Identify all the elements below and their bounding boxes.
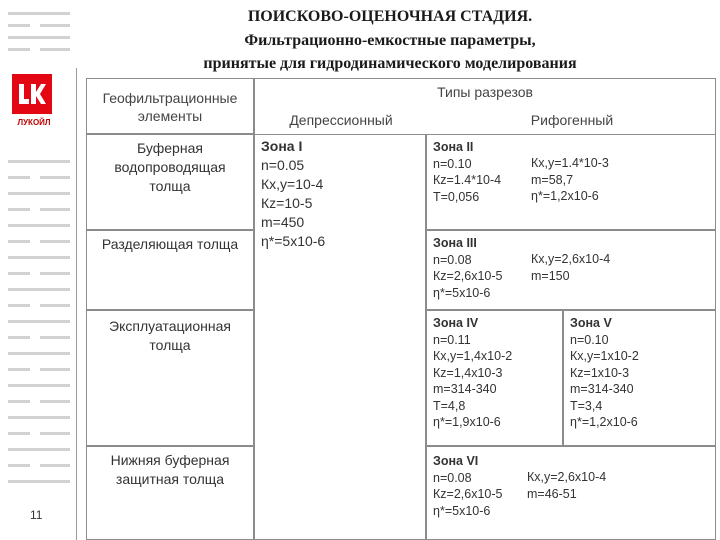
zone-6-kz: Кz=2,6x10-5 (433, 487, 503, 501)
zone-1-kxy: Кx,y=10-4 (261, 176, 324, 192)
row-exploitation-label (86, 310, 254, 446)
zone-6-kxy: Кx,y=2,6x10-4 (527, 470, 607, 484)
zone-1-eta: η*=5x10-6 (261, 233, 326, 249)
zone-2-eta: η*=1,2x10-6 (531, 189, 599, 203)
header-types-label: Типы разрезов (437, 84, 533, 100)
lukoil-logo (12, 74, 52, 114)
zone-3-kz: Кz=2,6x10-5 (433, 269, 503, 283)
zone-2-m: m=58,7 (531, 172, 574, 187)
zone-6-m: m=46-51 (527, 486, 577, 501)
zone-1-n: n=0.05 (261, 157, 305, 173)
zone-5-kz: Кz=1x10-3 (570, 365, 630, 380)
zone-4-t: T=4,8 (433, 398, 466, 413)
zone-1-name: Зона I (261, 138, 303, 154)
zone-5-name: Зона V (570, 316, 612, 330)
zone-3-m: m=150 (531, 268, 570, 283)
zone-2-name: Зона II (433, 140, 474, 154)
zone-5-t: T=3,4 (570, 398, 603, 413)
zone-2-n: n=0.10 (433, 156, 472, 171)
zone-3-name: Зона III (433, 236, 477, 250)
zone-1-cell (254, 134, 426, 540)
zone-1-m: m=450 (261, 214, 305, 230)
row-lower-label (86, 446, 254, 540)
header-depression-label: Депрессионный (289, 112, 393, 128)
zone-4-name: Зона IV (433, 316, 479, 330)
slide-title-line3: принятые для гидродинамического моделирования (203, 55, 577, 72)
row-buffer-text: Буферная водопроводящая толща (114, 140, 226, 194)
zone-4-cell (426, 310, 563, 446)
zone-4-n: n=0.11 (433, 332, 471, 347)
zone-2-kxy: Кx,y=1.4*10-3 (531, 156, 609, 170)
row-buffer-label (86, 134, 254, 230)
zone-5-cell (563, 310, 716, 446)
page-number: 11 (30, 508, 43, 522)
row-separating-text: Разделяющая толща (101, 236, 239, 252)
zone-2-t: T=0,056 (433, 189, 480, 204)
zone-4-kxy: Кx,y=1,4x10-2 (433, 349, 513, 363)
divider-line (76, 68, 77, 540)
zone-3-kxy: Кx,y=2,6x10-4 (531, 252, 611, 266)
zone-2-cell (426, 134, 716, 230)
zone-2-kz: Кz=1.4*10-4 (433, 173, 502, 187)
zone-3-n: n=0.08 (433, 252, 472, 267)
slide-title-line2: Фильтрационно-емкостные параметры, (244, 32, 536, 49)
zone-1-kz: Кz=10-5 (261, 195, 313, 211)
zone-6-cell (426, 446, 716, 540)
lukoil-logo-icon (12, 74, 52, 114)
zone-5-eta: η*=1,2x10-6 (570, 415, 638, 429)
slide-title-line1: ПОИСКОВО-ОЦЕНОЧНАЯ СТАДИЯ. (247, 8, 533, 25)
header-elements-label: Геофильтрационные элементы (102, 90, 238, 124)
header-types (254, 78, 716, 134)
zone-3-eta: η*=5x10-6 (433, 285, 491, 300)
zone-5-n: n=0.10 (570, 332, 609, 347)
zone-6-eta: η*=5x10-6 (433, 503, 491, 518)
header-reef-label: Рифогенный (530, 112, 614, 128)
zone-6-n: n=0.08 (433, 470, 472, 485)
row-exploitation-text: Эксплуатационная толща (109, 318, 231, 353)
logo-brand-text: ЛУКОЙЛ (17, 118, 51, 127)
row-lower-text: Нижняя буферная защитная толща (110, 452, 230, 487)
zone-4-m: m=314-340 (433, 382, 497, 396)
row-separating-label (86, 230, 254, 310)
zone-5-m: m=314-340 (570, 382, 634, 396)
zone-4-eta: η*=1,9x10-6 (433, 415, 501, 429)
header-elements (86, 78, 254, 134)
zone-4-kz: Кz=1,4x10-3 (433, 365, 503, 380)
zone-6-name: Зона VI (433, 454, 479, 468)
zone-5-kxy: Кx,y=1x10-2 (570, 349, 639, 363)
zone-3-cell (426, 230, 716, 310)
